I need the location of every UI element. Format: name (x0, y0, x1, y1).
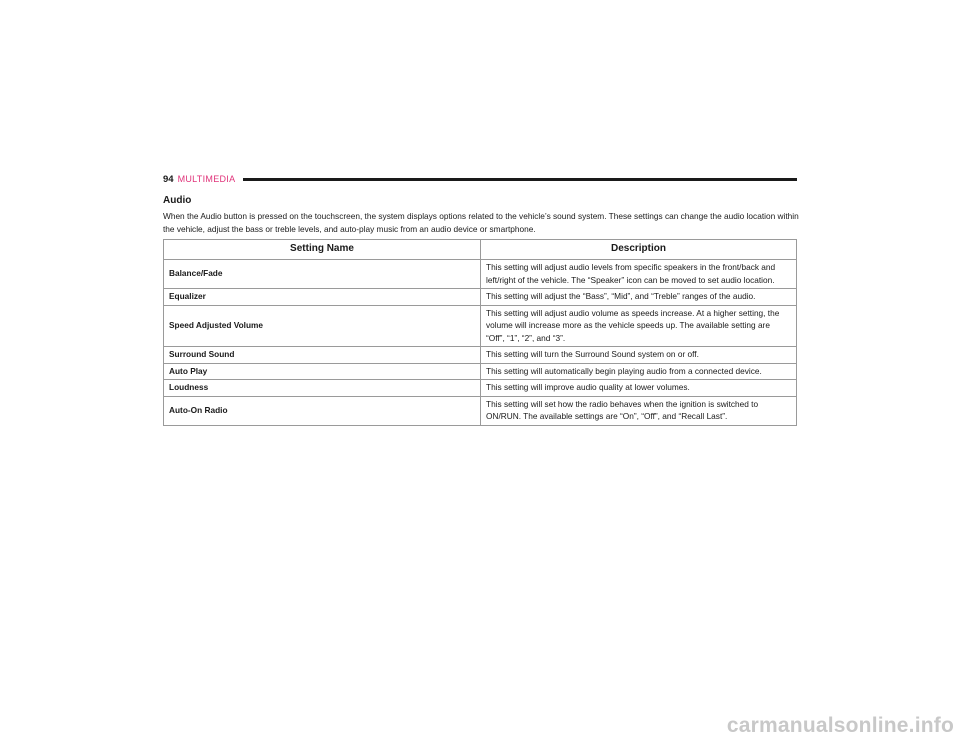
intro-paragraph: When the Audio button is pressed on the touchscreen, the system displays options related to the vehicle’s sound system. These settings can change the audio location within the vehicle, adjust the bass or treble levels, and auto-play music from an audio device or smartphone. (163, 211, 799, 234)
column-header-description: Description (481, 240, 797, 260)
setting-description: This setting will improve audio quality at lower volumes. (481, 380, 797, 397)
column-header-setting-name: Setting Name (164, 240, 481, 260)
setting-description: This setting will adjust the “Bass”, “Mid”, and “Treble” ranges of the audio. (481, 289, 797, 306)
setting-description: This setting will adjust audio volume as speeds increase. At a higher setting, the volume will increase more as the vehicle speeds up. The available setting are “Off”, “1”, “2”, and “3”. (481, 305, 797, 347)
setting-name: Balance/Fade (164, 260, 481, 289)
table-row (164, 260, 797, 289)
watermark: carmanualsonline.info (726, 714, 954, 737)
table-row (164, 396, 797, 425)
setting-description: This setting will set how the radio behaves when the ignition is switched to ON/RUN. The available settings are “On”, “Off”, and “Recall Last”. (481, 396, 797, 425)
page-header (163, 172, 797, 186)
setting-name: Surround Sound (164, 347, 481, 364)
setting-description: This setting will automatically begin playing audio from a connected device. (481, 363, 797, 380)
header-rule (243, 178, 797, 181)
section-title: Audio (163, 195, 192, 206)
table-row (164, 363, 797, 380)
setting-name: Auto Play (164, 363, 481, 380)
section-name: MULTIMEDIA (177, 174, 236, 184)
table-header-row (164, 240, 797, 260)
setting-description: This setting will adjust audio levels from specific speakers in the front/back and left/right of the vehicle. The “Speaker” icon can be moved to set audio location. (481, 260, 797, 289)
setting-name: Speed Adjusted Volume (164, 305, 481, 347)
setting-description: This setting will turn the Surround Sound system on or off. (481, 347, 797, 364)
table-row (164, 380, 797, 397)
table-row (164, 305, 797, 347)
setting-name: Equalizer (164, 289, 481, 306)
table-row (164, 347, 797, 364)
table-row (164, 289, 797, 306)
setting-name: Auto-On Radio (164, 396, 481, 425)
setting-name: Loudness (164, 380, 481, 397)
audio-settings-table (163, 239, 797, 426)
page-number: 94 (163, 173, 174, 185)
